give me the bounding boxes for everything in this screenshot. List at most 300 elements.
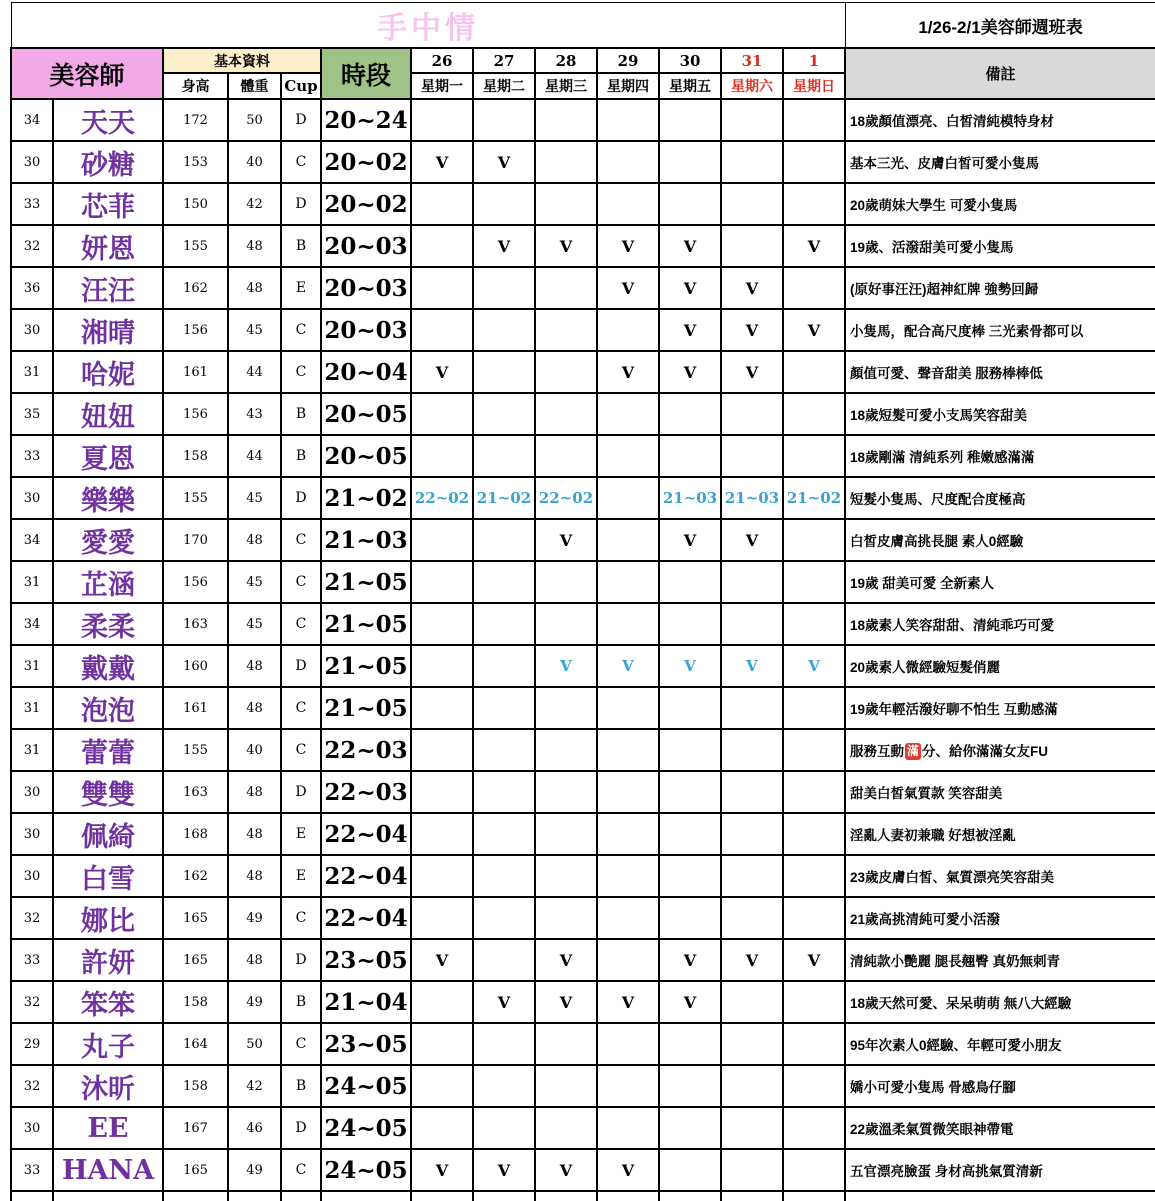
cell-day-29 [597, 435, 659, 477]
cell-day-29 [597, 183, 659, 225]
cell-note: 19歲年輕活潑好聊不怕生 互動感滿 [845, 687, 1155, 729]
cell-day-28 [535, 561, 597, 603]
cell-time-slot: 21~05 [321, 645, 411, 687]
cell-cup: D [281, 939, 321, 981]
table-row [11, 1149, 1155, 1191]
cell-day-29 [597, 141, 659, 183]
cell-note: 基本三光、皮膚白皙可愛小隻馬 [845, 141, 1155, 183]
cell-height: 165 [163, 897, 228, 939]
table-row [11, 981, 1155, 1023]
cell-day-28 [535, 309, 597, 351]
cell-weight: 40 [228, 729, 281, 771]
cell-day-29 [597, 99, 659, 141]
cell-name: 娜比 [53, 897, 163, 939]
header-height: 身高 [163, 73, 228, 99]
cell-age: 34 [11, 603, 53, 645]
cell-day-30 [659, 141, 721, 183]
cell-day-28 [535, 141, 597, 183]
title-row [11, 3, 1155, 49]
cell-cup: C [281, 1149, 321, 1191]
header-weight: 體重 [228, 73, 281, 99]
cell-day-1 [783, 813, 845, 855]
cell-time-slot: 20~05 [321, 393, 411, 435]
cell-weight: 48 [228, 939, 281, 981]
cell-name: 天天 [53, 99, 163, 141]
cell-day-27 [473, 519, 535, 561]
cell-day-27 [473, 729, 535, 771]
cell-note: 五官漂亮臉蛋 身材高挑氣質清新 [845, 1149, 1155, 1191]
cell-day-1 [783, 561, 845, 603]
cell-day-31: V [721, 351, 783, 393]
cell-day-27 [473, 183, 535, 225]
cell-day-1 [783, 267, 845, 309]
cell-day-1 [783, 393, 845, 435]
cell-day-27 [473, 1065, 535, 1107]
cell-cup: B [281, 435, 321, 477]
cell-height: 161 [163, 351, 228, 393]
cell-height: 163 [163, 771, 228, 813]
header-day-date-29: 29 [597, 48, 659, 73]
cell-height: 153 [163, 141, 228, 183]
cell-day-27 [473, 351, 535, 393]
cell-day-29 [597, 813, 659, 855]
cell-cup: D [281, 645, 321, 687]
note-text-after: 分、給你滿滿女友FU [922, 744, 1049, 759]
header-day-date-26: 26 [411, 48, 473, 73]
cell-name: 雙雙 [53, 771, 163, 813]
cell-age: 31 [11, 729, 53, 771]
cell-day-28 [535, 1107, 597, 1149]
cell-day-26 [411, 687, 473, 729]
cell-day-26 [411, 771, 473, 813]
cell-weight: 44 [228, 435, 281, 477]
cell-day-26 [411, 267, 473, 309]
cell-name: 芷涵 [53, 561, 163, 603]
cell-day-30 [659, 1149, 721, 1191]
cell-day-1 [783, 1107, 845, 1149]
table-row [11, 99, 1155, 141]
cell-height: 167 [163, 1107, 228, 1149]
cell-age: 33 [11, 435, 53, 477]
cell-day-28 [535, 897, 597, 939]
cell-day-28 [535, 813, 597, 855]
cell-weight: 45 [228, 477, 281, 519]
cell-day-30: V [659, 267, 721, 309]
cell-note [845, 729, 1155, 771]
cell-day-1 [783, 603, 845, 645]
cell-day-29 [597, 687, 659, 729]
cell-day-26 [411, 1023, 473, 1065]
cell-name: 丸子 [53, 1023, 163, 1065]
cell-name: 白雪 [53, 855, 163, 897]
cell-day-29 [597, 603, 659, 645]
header-day-date-27: 27 [473, 48, 535, 73]
cell-height: 172 [163, 99, 228, 141]
cell-day-31 [721, 141, 783, 183]
cell-name: 蕾蕾 [53, 729, 163, 771]
cell-day-29: V [597, 225, 659, 267]
cell-time-slot: 21~05 [321, 687, 411, 729]
cell-weight: 45 [228, 603, 281, 645]
cell-weight: 45 [228, 561, 281, 603]
header-day-date-28: 28 [535, 48, 597, 73]
cell-day-29 [597, 309, 659, 351]
cell-note: 18歲天然可愛、呆呆萌萌 無八大經驗 [845, 981, 1155, 1023]
cell-name: 沐昕 [53, 1065, 163, 1107]
cell-day-1 [783, 351, 845, 393]
cell-day-27 [473, 267, 535, 309]
cell-weight: 49 [228, 897, 281, 939]
cell-cup: D [281, 477, 321, 519]
cell-day-30 [659, 561, 721, 603]
cell-day-31 [721, 225, 783, 267]
cell-empty [535, 1191, 597, 1201]
cell-day-26 [411, 561, 473, 603]
cell-day-1: V [783, 309, 845, 351]
cell-day-29 [597, 939, 659, 981]
cell-day-27 [473, 309, 535, 351]
cell-day-30 [659, 1065, 721, 1107]
cell-name: 妞妞 [53, 393, 163, 435]
cell-name: EE [53, 1107, 163, 1149]
cell-weight: 48 [228, 771, 281, 813]
cell-day-29: V [597, 645, 659, 687]
cell-time-slot: 24~05 [321, 1149, 411, 1191]
schedule-body [11, 99, 1155, 1201]
header-day-weekday-29: 星期四 [597, 73, 659, 99]
cell-day-30 [659, 1107, 721, 1149]
cell-cup: C [281, 519, 321, 561]
cell-note: 21歲高挑清純可愛小活潑 [845, 897, 1155, 939]
cell-weight: 48 [228, 225, 281, 267]
cell-note: 19歲 甜美可愛 全新素人 [845, 561, 1155, 603]
table-row [11, 771, 1155, 813]
cell-day-1: V [783, 225, 845, 267]
cell-height: 158 [163, 1065, 228, 1107]
cell-day-30: V [659, 309, 721, 351]
cell-day-26: V [411, 141, 473, 183]
cell-day-1 [783, 435, 845, 477]
cell-empty [53, 1191, 163, 1201]
cell-height: 162 [163, 267, 228, 309]
full-badge-icon: 滿 [907, 744, 920, 758]
cell-day-30 [659, 603, 721, 645]
cell-day-1 [783, 141, 845, 183]
cell-day-27 [473, 561, 535, 603]
cell-day-27: V [473, 225, 535, 267]
cell-time-slot: 21~02 [321, 477, 411, 519]
cell-note: 22歲溫柔氣質微笑眼神帶電 [845, 1107, 1155, 1149]
cell-age: 30 [11, 855, 53, 897]
cell-day-31 [721, 897, 783, 939]
cell-age: 30 [11, 1107, 53, 1149]
cell-time-slot: 24~05 [321, 1065, 411, 1107]
cell-height: 155 [163, 729, 228, 771]
cell-height: 150 [163, 183, 228, 225]
cell-day-28 [535, 435, 597, 477]
cell-day-29: V [597, 267, 659, 309]
cell-day-31: V [721, 309, 783, 351]
table-row [11, 855, 1155, 897]
cell-age: 33 [11, 183, 53, 225]
cell-day-28: V [535, 1149, 597, 1191]
cell-age: 29 [11, 1023, 53, 1065]
cell-name: 戴戴 [53, 645, 163, 687]
cell-age: 30 [11, 771, 53, 813]
cell-day-31 [721, 603, 783, 645]
cell-time-slot: 21~05 [321, 561, 411, 603]
cell-time-slot: 20~02 [321, 141, 411, 183]
table-row [11, 519, 1155, 561]
cell-age: 33 [11, 939, 53, 981]
cell-weight: 42 [228, 1065, 281, 1107]
table-row [11, 141, 1155, 183]
cell-cup: B [281, 225, 321, 267]
cell-day-26 [411, 309, 473, 351]
cell-day-26 [411, 981, 473, 1023]
cell-age: 31 [11, 351, 53, 393]
cell-day-27: 21~02 [473, 477, 535, 519]
cell-name: 許妍 [53, 939, 163, 981]
cell-day-26: V [411, 939, 473, 981]
cell-time-slot: 21~03 [321, 519, 411, 561]
partial-row [11, 1191, 1155, 1201]
cell-day-1 [783, 183, 845, 225]
cell-empty [321, 1191, 411, 1201]
cell-day-31 [721, 99, 783, 141]
cell-height: 156 [163, 393, 228, 435]
cell-cup: C [281, 687, 321, 729]
cell-height: 156 [163, 561, 228, 603]
cell-age: 31 [11, 645, 53, 687]
weekly-schedule-table [10, 2, 1155, 1201]
table-row [11, 561, 1155, 603]
cell-day-1 [783, 897, 845, 939]
table-row [11, 603, 1155, 645]
cell-age: 34 [11, 99, 53, 141]
cell-note: 20歲素人微經驗短髮俏麗 [845, 645, 1155, 687]
cell-day-28: 22~02 [535, 477, 597, 519]
cell-day-1 [783, 771, 845, 813]
cell-height: 165 [163, 1149, 228, 1191]
table-row [11, 393, 1155, 435]
cell-name: 樂樂 [53, 477, 163, 519]
cell-note: 清純款小艷麗 腿長翹臀 真奶無刺青 [845, 939, 1155, 981]
cell-day-30: V [659, 225, 721, 267]
cell-weight: 45 [228, 309, 281, 351]
cell-day-31 [721, 855, 783, 897]
table-row [11, 813, 1155, 855]
cell-day-27 [473, 1107, 535, 1149]
cell-day-27 [473, 645, 535, 687]
cell-day-30 [659, 813, 721, 855]
cell-note: 18歲短髮可愛小支馬笑容甜美 [845, 393, 1155, 435]
cell-day-1 [783, 1149, 845, 1191]
cell-name: 芯菲 [53, 183, 163, 225]
cell-day-30 [659, 183, 721, 225]
cell-cup: C [281, 351, 321, 393]
cell-day-28 [535, 183, 597, 225]
cell-age: 30 [11, 477, 53, 519]
cell-cup: E [281, 813, 321, 855]
cell-day-31 [721, 1149, 783, 1191]
header-notes: 備註 [845, 48, 1155, 99]
cell-weight: 48 [228, 267, 281, 309]
cell-age: 32 [11, 981, 53, 1023]
cell-day-1: 21~02 [783, 477, 845, 519]
cell-height: 155 [163, 477, 228, 519]
cell-cup: B [281, 393, 321, 435]
cell-time-slot: 20~04 [321, 351, 411, 393]
cell-note: 18歲素人笑容甜甜、清純乖巧可愛 [845, 603, 1155, 645]
cell-day-30: V [659, 939, 721, 981]
cell-day-1 [783, 855, 845, 897]
header-staff: 美容師 [11, 48, 163, 99]
header-day-weekday-27: 星期二 [473, 73, 535, 99]
cell-cup: B [281, 981, 321, 1023]
cell-day-26 [411, 183, 473, 225]
cell-cup: E [281, 855, 321, 897]
cell-height: 164 [163, 1023, 228, 1065]
cell-weight: 43 [228, 393, 281, 435]
cell-day-30 [659, 771, 721, 813]
cell-empty [228, 1191, 281, 1201]
cell-day-31 [721, 981, 783, 1023]
cell-age: 36 [11, 267, 53, 309]
header-day-date-31: 31 [721, 48, 783, 73]
cell-day-29 [597, 477, 659, 519]
cell-day-30 [659, 729, 721, 771]
cell-day-31 [721, 561, 783, 603]
cell-day-27: V [473, 141, 535, 183]
cell-day-27 [473, 603, 535, 645]
cell-name: 柔柔 [53, 603, 163, 645]
cell-time-slot: 20~05 [321, 435, 411, 477]
cell-day-26 [411, 729, 473, 771]
cell-note: 23歲皮膚白皙、氣質漂亮笑容甜美 [845, 855, 1155, 897]
cell-weight: 48 [228, 645, 281, 687]
cell-note: 18歲顏值漂亮、白皙清純模特身材 [845, 99, 1155, 141]
cell-day-26: V [411, 351, 473, 393]
cell-cup: C [281, 603, 321, 645]
cell-name: 夏恩 [53, 435, 163, 477]
cell-day-30: V [659, 645, 721, 687]
cell-time-slot: 23~05 [321, 1023, 411, 1065]
cell-day-30 [659, 435, 721, 477]
cell-day-28 [535, 267, 597, 309]
cell-cup: D [281, 183, 321, 225]
cell-day-29 [597, 771, 659, 813]
cell-cup: E [281, 267, 321, 309]
table-row [11, 225, 1155, 267]
cell-day-1: V [783, 939, 845, 981]
page-title: 手中情 [11, 3, 845, 49]
table-row [11, 183, 1155, 225]
cell-empty [11, 1191, 53, 1201]
cell-age: 32 [11, 897, 53, 939]
cell-day-31 [721, 1065, 783, 1107]
cell-day-29 [597, 855, 659, 897]
cell-note: 19歲、活潑甜美可愛小隻馬 [845, 225, 1155, 267]
cell-cup: D [281, 1107, 321, 1149]
cell-day-27 [473, 99, 535, 141]
header-basic-info: 基本資料 [163, 48, 321, 73]
cell-day-1 [783, 519, 845, 561]
cell-weight: 49 [228, 1149, 281, 1191]
cell-age: 34 [11, 519, 53, 561]
cell-day-28 [535, 393, 597, 435]
cell-time-slot: 22~03 [321, 729, 411, 771]
header-cup: Cup [281, 73, 321, 99]
cell-day-31 [721, 729, 783, 771]
cell-day-30: V [659, 981, 721, 1023]
cell-day-28 [535, 351, 597, 393]
cell-day-28 [535, 687, 597, 729]
cell-time-slot: 22~04 [321, 897, 411, 939]
cell-time-slot: 20~03 [321, 267, 411, 309]
cell-height: 168 [163, 813, 228, 855]
cell-day-26 [411, 1107, 473, 1149]
cell-cup: C [281, 897, 321, 939]
cell-empty [597, 1191, 659, 1201]
table-row [11, 351, 1155, 393]
header-day-weekday-28: 星期三 [535, 73, 597, 99]
table-row [11, 435, 1155, 477]
cell-empty [411, 1191, 473, 1201]
cell-day-31: V [721, 267, 783, 309]
cell-weight: 48 [228, 855, 281, 897]
cell-day-31: 21~03 [721, 477, 783, 519]
cell-note: 小隻馬，配合高尺度棒 三光素骨都可以 [845, 309, 1155, 351]
cell-day-28 [535, 99, 597, 141]
cell-day-1: V [783, 645, 845, 687]
cell-day-30 [659, 687, 721, 729]
cell-weight: 46 [228, 1107, 281, 1149]
cell-day-26: V [411, 1149, 473, 1191]
cell-time-slot: 24~05 [321, 1107, 411, 1149]
cell-height: 156 [163, 309, 228, 351]
cell-day-29: V [597, 351, 659, 393]
cell-note: 嬌小可愛小隻馬 骨感鳥仔腳 [845, 1065, 1155, 1107]
cell-age: 31 [11, 561, 53, 603]
cell-day-30 [659, 855, 721, 897]
cell-day-27 [473, 939, 535, 981]
cell-day-28 [535, 771, 597, 813]
cell-cup: C [281, 1023, 321, 1065]
cell-weight: 48 [228, 813, 281, 855]
cell-day-26: 22~02 [411, 477, 473, 519]
cell-day-26 [411, 393, 473, 435]
cell-empty [845, 1191, 1155, 1201]
cell-time-slot: 20~03 [321, 225, 411, 267]
cell-day-26 [411, 855, 473, 897]
cell-day-29 [597, 393, 659, 435]
cell-time-slot: 22~04 [321, 813, 411, 855]
cell-day-29: V [597, 1149, 659, 1191]
cell-note: 20歲萌妹大學生 可愛小隻馬 [845, 183, 1155, 225]
cell-name: 愛愛 [53, 519, 163, 561]
cell-name: 佩綺 [53, 813, 163, 855]
cell-day-31 [721, 393, 783, 435]
cell-day-29 [597, 1065, 659, 1107]
cell-weight: 49 [228, 981, 281, 1023]
cell-height: 155 [163, 225, 228, 267]
table-row [11, 1107, 1155, 1149]
cell-weight: 44 [228, 351, 281, 393]
cell-age: 31 [11, 687, 53, 729]
cell-day-27 [473, 771, 535, 813]
cell-empty [721, 1191, 783, 1201]
